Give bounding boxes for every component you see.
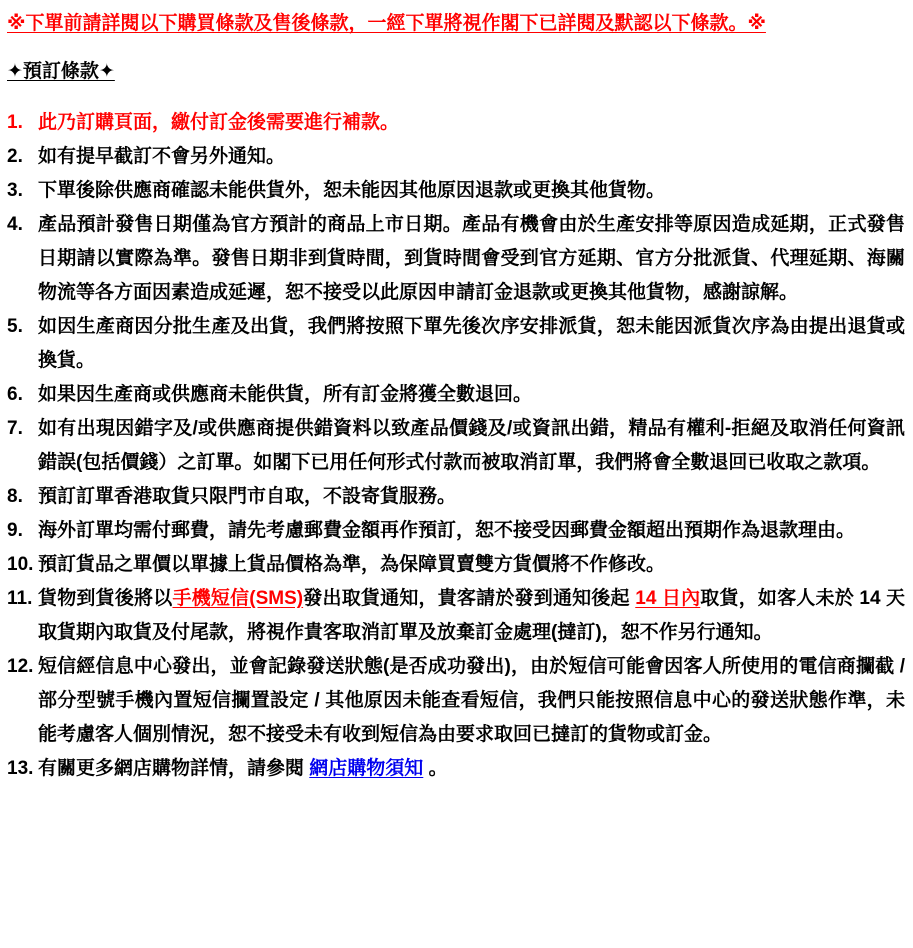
term-text <box>38 174 905 208</box>
term-item <box>7 412 905 480</box>
term-text <box>38 514 905 548</box>
term-text <box>38 378 905 412</box>
term-segment: 此乃訂購頁面，繳付訂金後需要進行補款。 <box>38 112 400 133</box>
shop-guide-link[interactable]: 網店購物須知 <box>309 758 424 779</box>
term-item <box>7 106 905 140</box>
term-item <box>7 208 905 310</box>
term-segment: 貨物到貨後將以 <box>38 588 173 609</box>
term-number: 3. <box>7 180 23 201</box>
term-text <box>38 208 905 310</box>
highlighted-term-segment: 手機短信(SMS) <box>172 588 304 609</box>
term-segment: 。 <box>423 758 448 779</box>
terms-list <box>7 106 905 786</box>
term-item <box>7 378 905 412</box>
term-text <box>38 412 905 480</box>
term-segment: 取貨，如客人未於 14 天取貨期內取貨及付尾款，將視作貴客取消訂單及放棄訂金處理(撻訂)，恕不作另行通知。 <box>38 588 906 643</box>
term-number: 4. <box>7 214 23 235</box>
highlighted-term-segment: 14 日內 <box>635 588 701 609</box>
term-item <box>7 752 905 786</box>
term-item <box>7 480 905 514</box>
term-segment: 如果因生產商或供應商未能供貨，所有訂金將獲全數退回。 <box>38 384 533 405</box>
term-segment: 海外訂單均需付郵費，請先考慮郵費金額再作預訂，恕不接受因郵費金額超出預期作為退款理由。 <box>38 520 856 541</box>
term-item <box>7 310 905 378</box>
term-item <box>7 174 905 208</box>
term-item <box>7 582 905 650</box>
term-item <box>7 514 905 548</box>
term-segment: 如有提早截訂不會另外通知。 <box>38 146 286 167</box>
term-number: 13. <box>7 758 34 779</box>
term-text <box>38 480 905 514</box>
term-number: 6. <box>7 384 23 405</box>
term-text <box>38 582 905 650</box>
term-segment: 下單後除供應商確認未能供貨外，恕未能因其他原因退款或更換其他貨物。 <box>38 180 666 201</box>
term-text <box>38 106 905 140</box>
term-segment: 預訂訂單香港取貨只限門市自取，不設寄貨服務。 <box>38 486 457 507</box>
term-text <box>38 650 905 752</box>
term-number: 9. <box>7 520 23 541</box>
purchase-warning-banner: ※下單前請詳閱以下購買條款及售後條款，一經下單將視作閣下已詳閱及默認以下條款。※ <box>7 13 766 34</box>
term-item <box>7 650 905 752</box>
term-number: 12. <box>7 656 34 677</box>
term-item <box>7 140 905 174</box>
term-segment: 發出取貨通知，貴客請於發到通知後起 <box>303 588 636 609</box>
term-number: 11. <box>7 588 33 609</box>
term-text <box>38 140 905 174</box>
term-segment: 有關更多網店購物詳情，請參閱 <box>38 758 310 779</box>
term-number: 5. <box>7 316 23 337</box>
term-segment: 如因生產商因分批生產及出貨，我們將按照下單先後次序安排派貨，恕未能因派貨次序為由提出退貨或換貨。 <box>38 316 905 371</box>
term-text <box>38 752 905 786</box>
term-text <box>38 548 905 582</box>
term-number: 1. <box>7 112 23 133</box>
term-segment: 產品預計發售日期僅為官方預計的商品上市日期。產品有機會由於生產安排等原因造成延期，正式發售日期請以實際為準。發售日期非到貨時間，到貨時間會受到官方延期、官方分批派貨、代理延期、海關物流等各方面因素造成延遲，恕不接受以此原因申請訂金退款或更換其他貨物，感謝諒解。 <box>38 214 905 303</box>
term-segment: 預訂貨品之單價以單據上貨品價格為準，為保障買賣雙方貨價將不作修改。 <box>38 554 666 575</box>
term-segment: 短信經信息中心發出，並會記錄發送狀態(是否成功發出)，由於短信可能會因客人所使用的電信商攔截 / 部分型號手機內置短信攔置設定 / 其他原因未能查看短信，我們只能按照信息中心的發送狀態作準，未能考慮客人個別情況，恕不接受未有收到短信為由要求取回已撻訂的貨物或訂金。 <box>38 656 905 745</box>
term-item <box>7 548 905 582</box>
term-segment: 如有出現因錯字及/或供應商提供錯資料以致產品價錢及/或資訊出錯，精品有權利-拒絕及取消任何資訊錯誤(包括價錢）之訂單。如閣下已用任何形式付款而被取消訂單，我們將會全數退回已收取之款項。 <box>38 418 905 473</box>
term-number: 10. <box>7 554 34 575</box>
preorder-terms-title: ✦預訂條款✦ <box>7 61 115 82</box>
term-number: 2. <box>7 146 23 167</box>
term-number: 7. <box>7 418 23 439</box>
term-number: 8. <box>7 486 23 507</box>
term-text <box>38 310 905 378</box>
